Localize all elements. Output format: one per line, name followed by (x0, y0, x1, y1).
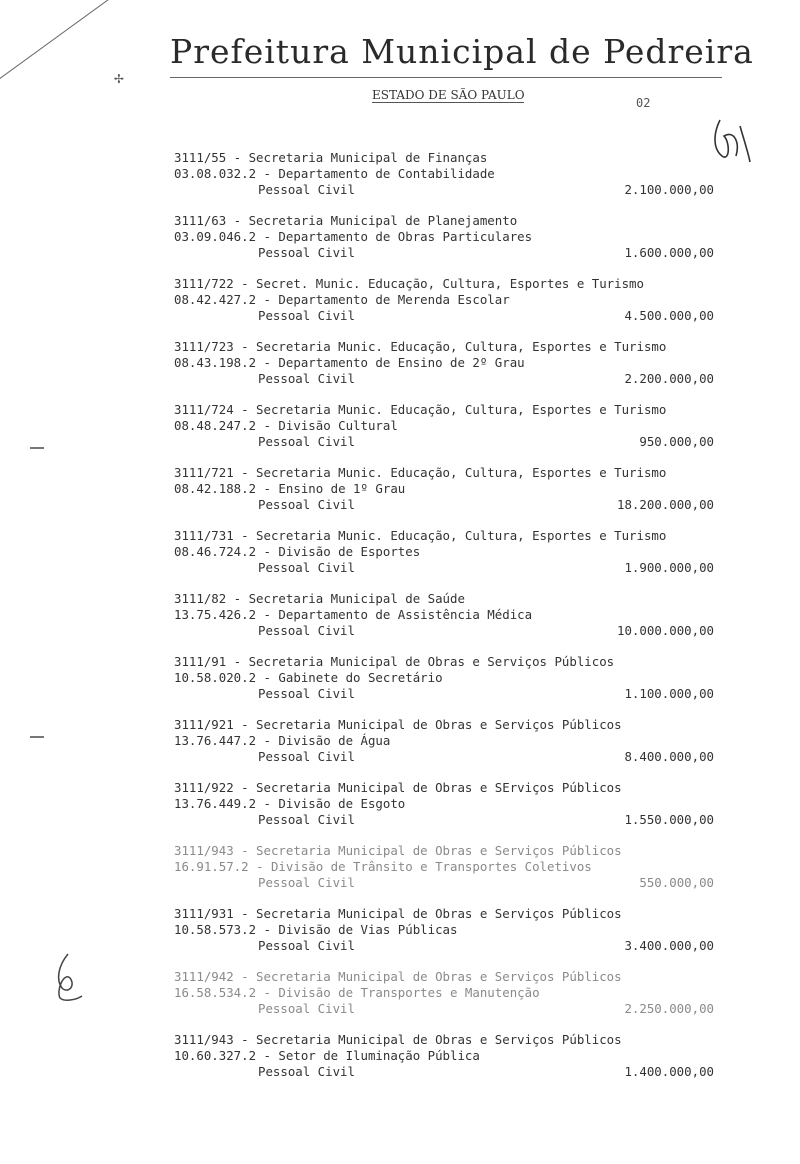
margin-tick (30, 736, 44, 738)
entry-detail-line (174, 875, 714, 891)
corner-emblem-icon: ✢ (114, 68, 124, 87)
budget-entry (174, 528, 714, 591)
letterhead-rule (170, 77, 722, 78)
entry-department-line: 08.42.427.2 - Departamento de Merenda Escolar (174, 292, 510, 307)
entry-account-line: 3111/922 - Secretaria Municipal de Obras e SErviços Públicos (174, 780, 622, 795)
budget-entry (174, 591, 714, 654)
entry-detail-line (174, 560, 714, 576)
entry-detail-line (174, 371, 714, 387)
budget-entry (174, 465, 714, 528)
budget-entry (174, 654, 714, 717)
entry-detail-line (174, 1001, 714, 1017)
entry-account-line: 3111/942 - Secretaria Municipal de Obras e Serviços Públicos (174, 969, 622, 984)
diagonal-stamp-line (0, 0, 193, 86)
entry-department-line: 08.43.198.2 - Departamento de Ensino de 2º Grau (174, 355, 525, 370)
entry-amount: 1.900.000,00 (624, 560, 714, 575)
entry-amount: 8.400.000,00 (624, 749, 714, 764)
entry-category: Pessoal Civil (258, 182, 355, 197)
budget-entry (174, 969, 714, 1032)
entry-category: Pessoal Civil (258, 1064, 355, 1079)
entry-detail-line (174, 623, 714, 639)
page-number: 02 (636, 96, 651, 110)
entry-category: Pessoal Civil (258, 497, 355, 512)
budget-entry (174, 213, 714, 276)
entry-department-line: 16.91.57.2 - Divisão de Trânsito e Transportes Coletivos (174, 859, 592, 874)
entry-account-line: 3111/921 - Secretaria Municipal de Obras e Serviços Públicos (174, 717, 622, 732)
entry-department-line: 16.58.534.2 - Divisão de Transportes e Manutenção (174, 985, 540, 1000)
entry-amount: 950.000,00 (639, 434, 714, 449)
entry-department-line: 03.09.046.2 - Departamento de Obras Particulares (174, 229, 533, 244)
entry-category: Pessoal Civil (258, 560, 355, 575)
entry-amount: 2.200.000,00 (624, 371, 714, 386)
entry-category: Pessoal Civil (258, 812, 355, 827)
budget-entry (174, 150, 714, 213)
entry-account-line: 3111/82 - Secretaria Municipal de Saúde (174, 591, 465, 606)
entry-account-line: 3111/943 - Secretaria Municipal de Obras e Serviços Públicos (174, 843, 622, 858)
entry-amount: 1.550.000,00 (624, 812, 714, 827)
entry-account-line: 3111/931 - Secretaria Municipal de Obras e Serviços Públicos (174, 906, 622, 921)
entry-detail-line (174, 245, 714, 261)
entry-account-line: 3111/55 - Secretaria Municipal de Finanças (174, 150, 488, 165)
entry-detail-line (174, 434, 714, 450)
entry-amount: 2.100.000,00 (624, 182, 714, 197)
entry-department-line: 10.58.020.2 - Gabinete do Secretário (174, 670, 443, 685)
letterhead-title: Prefeitura Municipal de Pedreira (170, 32, 754, 71)
entry-amount: 10.000.000,00 (617, 623, 714, 638)
entry-account-line: 3111/63 - Secretaria Municipal de Planejamento (174, 213, 518, 228)
entry-category: Pessoal Civil (258, 938, 355, 953)
entry-account-line: 3111/721 - Secretaria Munic. Educação, Cultura, Esportes e Turismo (174, 465, 667, 480)
entry-department-line: 08.48.247.2 - Divisão Cultural (174, 418, 398, 433)
entry-account-line: 3111/724 - Secretaria Munic. Educação, Cultura, Esportes e Turismo (174, 402, 667, 417)
entry-account-line: 3111/731 - Secretaria Munic. Educação, Cultura, Esportes e Turismo (174, 528, 667, 543)
entry-account-line: 3111/91 - Secretaria Municipal de Obras e Serviços Públicos (174, 654, 615, 669)
budget-entry (174, 843, 714, 906)
entry-category: Pessoal Civil (258, 245, 355, 260)
entry-category: Pessoal Civil (258, 434, 355, 449)
budget-entry (174, 276, 714, 339)
entry-account-line: 3111/943 - Secretaria Municipal de Obras e Serviços Públicos (174, 1032, 622, 1047)
budget-entries-list (174, 150, 714, 1095)
budget-entry (174, 339, 714, 402)
entry-detail-line (174, 749, 714, 765)
entry-detail-line (174, 686, 714, 702)
entry-detail-line (174, 938, 714, 954)
entry-department-line: 13.75.426.2 - Departamento de Assistência Médica (174, 607, 533, 622)
budget-entry (174, 906, 714, 969)
state-underline (372, 102, 524, 103)
margin-tick (30, 447, 44, 449)
entry-department-line: 03.08.032.2 - Departamento de Contabilidade (174, 166, 495, 181)
entry-department-line: 13.76.447.2 - Divisão de Água (174, 733, 391, 748)
budget-entry (174, 717, 714, 780)
entry-detail-line (174, 812, 714, 828)
entry-department-line: 10.58.573.2 - Divisão de Vias Públicas (174, 922, 458, 937)
entry-detail-line (174, 497, 714, 513)
entry-category: Pessoal Civil (258, 875, 355, 890)
entry-amount: 18.200.000,00 (617, 497, 714, 512)
entry-department-line: 13.76.449.2 - Divisão de Esgoto (174, 796, 406, 811)
margin-initial-icon (48, 950, 88, 1006)
entry-account-line: 3111/723 - Secretaria Munic. Educação, Cultura, Esportes e Turismo (174, 339, 667, 354)
entry-amount: 1.600.000,00 (624, 245, 714, 260)
entry-department-line: 10.60.327.2 - Setor de Iluminação Pública (174, 1048, 480, 1063)
entry-category: Pessoal Civil (258, 1001, 355, 1016)
entry-category: Pessoal Civil (258, 686, 355, 701)
entry-amount: 2.250.000,00 (624, 1001, 714, 1016)
entry-department-line: 08.46.724.2 - Divisão de Esportes (174, 544, 421, 559)
budget-entry (174, 780, 714, 843)
entry-category: Pessoal Civil (258, 371, 355, 386)
budget-entry (174, 1032, 714, 1095)
entry-amount: 3.400.000,00 (624, 938, 714, 953)
entry-detail-line (174, 1064, 714, 1080)
entry-department-line: 08.42.188.2 - Ensino de 1º Grau (174, 481, 406, 496)
entry-detail-line (174, 308, 714, 324)
entry-amount: 550.000,00 (639, 875, 714, 890)
entry-amount: 1.100.000,00 (624, 686, 714, 701)
entry-category: Pessoal Civil (258, 749, 355, 764)
entry-category: Pessoal Civil (258, 623, 355, 638)
entry-amount: 4.500.000,00 (624, 308, 714, 323)
entry-category: Pessoal Civil (258, 308, 355, 323)
entry-amount: 1.400.000,00 (624, 1064, 714, 1079)
entry-account-line: 3111/722 - Secret. Munic. Educação, Cultura, Esportes e Turismo (174, 276, 644, 291)
budget-entry (174, 402, 714, 465)
state-subtitle: ESTADO DE SÃO PAULO (372, 88, 525, 102)
entry-detail-line (174, 182, 714, 198)
